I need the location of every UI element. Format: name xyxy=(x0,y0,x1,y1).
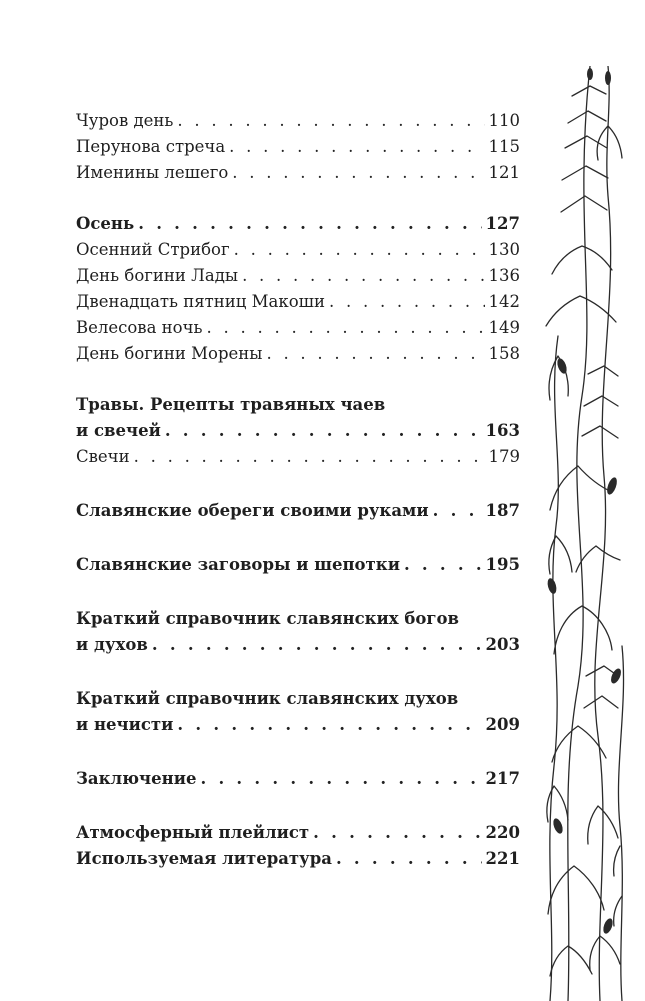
toc-entry-page: 136 xyxy=(488,266,520,285)
dot-leader xyxy=(404,552,482,578)
toc-section-playlist[interactable] xyxy=(76,820,520,846)
dot-leader xyxy=(266,341,484,367)
dot-leader xyxy=(152,632,482,658)
toc-entry-title: Заключение xyxy=(76,766,200,792)
toc-entry-title: День богини Лады xyxy=(76,263,242,289)
dot-leader xyxy=(232,160,484,186)
toc-entry-page: 179 xyxy=(488,447,520,466)
toc-section-spells[interactable] xyxy=(76,552,520,578)
dot-leader xyxy=(313,820,481,846)
dot-leader xyxy=(165,418,482,444)
toc-entry[interactable] xyxy=(76,315,520,341)
toc-entry-page: 110 xyxy=(488,111,520,130)
toc-entry-title: День богини Морены xyxy=(76,341,266,367)
dot-leader xyxy=(433,498,482,524)
dot-leader xyxy=(336,846,482,872)
dot-leader xyxy=(234,237,485,263)
toc-entry-page: 187 xyxy=(485,501,520,520)
toc-section-literature[interactable] xyxy=(76,846,520,872)
toc-entry[interactable] xyxy=(76,341,520,367)
toc-entry-page: 217 xyxy=(485,769,520,788)
toc-entry-title: Велесова ночь xyxy=(76,315,207,341)
toc-entry-title: Перунова стреча xyxy=(76,134,229,160)
toc-entry-title: Осень xyxy=(76,211,138,237)
toc-entry-title: Атмосферный плейлист xyxy=(76,820,313,846)
toc-section-gods[interactable] xyxy=(76,606,520,658)
dot-leader xyxy=(242,263,484,289)
toc-entry-title: Используемая литература xyxy=(76,846,336,872)
toc-section-spirits[interactable] xyxy=(76,686,520,738)
toc-entry-page: 149 xyxy=(488,318,520,337)
toc-entry-page: 195 xyxy=(485,555,520,574)
toc-entry-page: 209 xyxy=(485,715,520,734)
dot-leader xyxy=(229,134,484,160)
toc-section-conclusion[interactable] xyxy=(76,766,520,792)
dot-leader xyxy=(134,444,485,470)
toc-entry-page: 220 xyxy=(485,823,520,842)
toc-entry-page: 130 xyxy=(488,240,520,259)
toc-section-autumn[interactable] xyxy=(76,211,520,237)
toc-entry-title: Именины лешего xyxy=(76,160,232,186)
herb-illustration-icon xyxy=(538,66,630,1001)
toc-entry[interactable] xyxy=(76,160,520,186)
toc-entry-title: Славянские обереги своими руками xyxy=(76,498,433,524)
toc-entry-page: 158 xyxy=(488,344,520,363)
toc-entry-title: Свечи xyxy=(76,444,134,470)
toc-entry[interactable] xyxy=(76,108,520,134)
toc-entry-title-line1: Травы. Рецепты травяных чаев xyxy=(76,395,386,414)
table-of-contents xyxy=(76,108,520,872)
toc-entry[interactable] xyxy=(76,444,520,470)
toc-entry-title: Осенний Стрибог xyxy=(76,237,234,263)
toc-entry[interactable] xyxy=(76,263,520,289)
dot-leader xyxy=(138,211,481,237)
toc-entry-page: 163 xyxy=(485,421,520,440)
toc-entry-title: Чуров день xyxy=(76,108,177,134)
toc-entry[interactable] xyxy=(76,237,520,263)
toc-entry-title-line2: и духов xyxy=(76,632,152,658)
dot-leader xyxy=(177,108,484,134)
toc-entry-title-line2: и свечей xyxy=(76,418,165,444)
dot-leader xyxy=(177,712,481,738)
toc-entry[interactable] xyxy=(76,289,520,315)
toc-entry-title: Славянские заговоры и шепотки xyxy=(76,552,404,578)
dot-leader xyxy=(207,315,485,341)
toc-entry-title-line1: Краткий справочник славянских богов xyxy=(76,609,459,628)
toc-entry-title-line1: Краткий справочник славянских духов xyxy=(76,689,459,708)
dot-leader xyxy=(329,289,485,315)
toc-entry[interactable] xyxy=(76,134,520,160)
dot-leader xyxy=(200,766,481,792)
toc-entry-page: 115 xyxy=(488,137,520,156)
toc-entry-title-line2: и нечисти xyxy=(76,712,177,738)
toc-entry-title: Двенадцать пятниц Макоши xyxy=(76,289,329,315)
toc-entry-page: 203 xyxy=(485,635,520,654)
toc-section-amulets[interactable] xyxy=(76,498,520,524)
toc-entry-page: 127 xyxy=(485,214,520,233)
toc-entry-page: 221 xyxy=(485,849,520,868)
toc-section-herbs[interactable] xyxy=(76,392,520,444)
toc-entry-page: 121 xyxy=(488,163,520,182)
toc-entry-page: 142 xyxy=(488,292,520,311)
